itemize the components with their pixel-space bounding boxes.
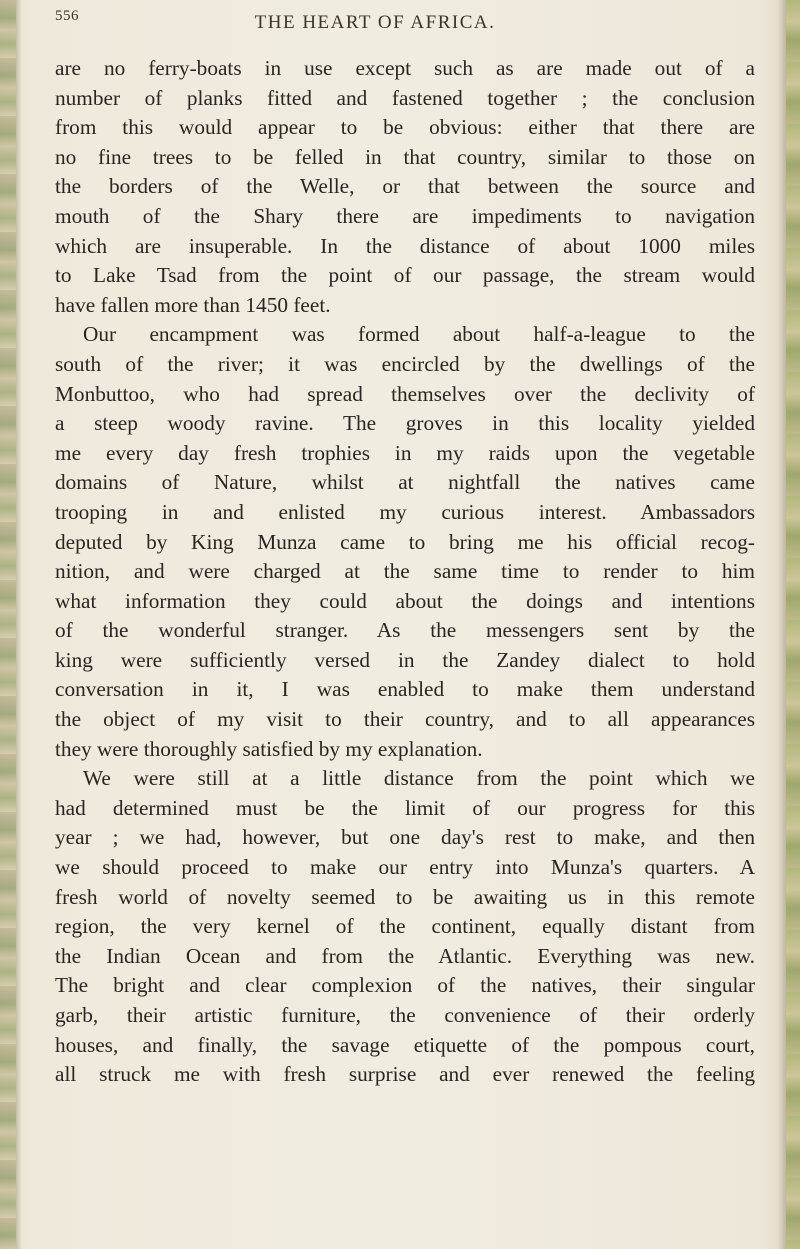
text-line: year ; we had, however, but one day's rest to make, and then <box>55 825 755 850</box>
text-line: domains of Nature, whilst at nightfall the natives came <box>55 470 755 495</box>
text-line: number of planks fitted and fastened together ; the conclusion <box>55 85 755 110</box>
page-header <box>55 6 760 36</box>
text-line: nition, and were charged at the same time to render to him <box>55 559 755 584</box>
text-line: all struck me with fresh surprise and ever renewed the feeling <box>55 1062 755 1087</box>
text-line: the borders of the Welle, or that between the source and <box>55 174 755 199</box>
text-line: mouth of the Shary there are impediments to navigation <box>55 203 755 228</box>
text-line: the Indian Ocean and from the Atlantic. Everything was new. <box>55 943 755 968</box>
text-line: to Lake Tsad from the point of our passage, the stream would <box>55 263 755 288</box>
text-line: houses, and finally, the savage etiquette of the pompous court, <box>55 1032 755 1057</box>
text-line: Monbuttoo, who had spread themselves over the declivity of <box>55 381 755 406</box>
text-line: king were sufficiently versed in the Zandey dialect to hold <box>55 647 755 672</box>
text-line: a steep woody ravine. The groves in this locality yielded <box>55 411 755 436</box>
text-line: Our encampment was formed about half-a-league to the <box>83 322 755 347</box>
left-page-edge <box>0 0 16 1249</box>
text-line: The bright and clear complexion of the natives, their singular <box>55 973 755 998</box>
text-line: deputed by King Munza came to bring me his official recog- <box>55 529 755 554</box>
text-line: had determined must be the limit of our progress for this <box>55 795 755 820</box>
body-text <box>55 54 755 1090</box>
text-line: no fine trees to be felled in that country, similar to those on <box>55 144 755 169</box>
text-line: which are insuperable. In the distance of about 1000 miles <box>55 233 755 258</box>
text-line: of the wonderful stranger. As the messengers sent by the <box>55 618 755 643</box>
page-number: 556 <box>55 8 79 24</box>
text-line: region, the very kernel of the continent, equally distant from <box>55 914 755 939</box>
text-line: from this would appear to be obvious: either that there are <box>55 115 755 140</box>
text-line: conversation in it, I was enabled to make them understand <box>55 677 755 702</box>
text-line: what information they could about the doings and intentions <box>55 588 755 613</box>
text-line: the object of my visit to their country, and to all appearances <box>55 707 755 732</box>
text-line: trooping in and enlisted my curious interest. Ambassadors <box>55 499 755 524</box>
text-line: have fallen more than 1450 feet. <box>55 292 331 317</box>
text-line: we should proceed to make our entry into Munza's quarters. A <box>55 855 755 880</box>
text-line: fresh world of novelty seemed to be awaiting us in this remote <box>55 884 755 909</box>
text-line: are no ferry-boats in use except such as are made out of a <box>55 56 755 80</box>
text-line: We were still at a little distance from the point which we <box>83 766 755 791</box>
text-line: they were thoroughly satisfied by my explanation. <box>55 736 483 761</box>
text-line: me every day fresh trophies in my raids upon the vegetable <box>55 440 755 465</box>
right-page-edge <box>786 0 800 1249</box>
running-head: THE HEART OF AFRICA. <box>254 12 496 33</box>
text-line: garb, their artistic furniture, the convenience of their orderly <box>55 1003 755 1027</box>
text-line: south of the river; it was encircled by the dwellings of the <box>55 351 755 376</box>
